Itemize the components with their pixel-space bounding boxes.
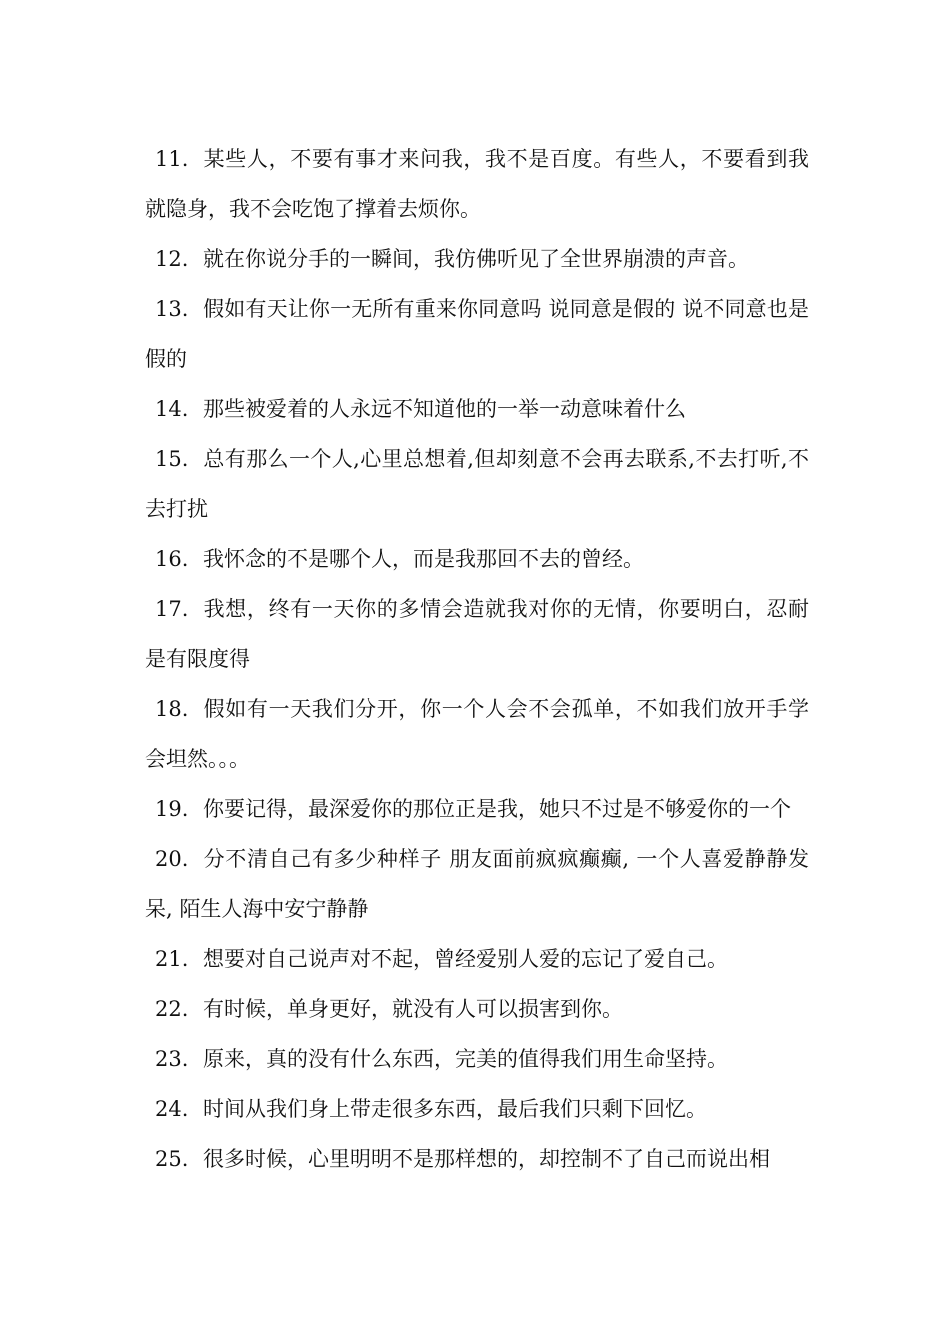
item-text: 某些人，不要有事才来问我，我不是百度。有些人，不要看到我就隐身，我不会吃饱了撑着去烦你。 xyxy=(145,147,809,221)
item-number: 17. xyxy=(155,597,189,621)
item-text: 有时候，单身更好，就没有人可以损害到你。 xyxy=(203,997,623,1021)
item-number: 20. xyxy=(155,847,189,871)
list-item xyxy=(145,384,809,434)
list-item xyxy=(145,134,809,234)
quote-list xyxy=(145,134,809,1184)
item-number: 16. xyxy=(155,547,189,571)
list-item xyxy=(145,834,809,934)
item-text: 我想，终有一天你的多情会造就我对你的无情，你要明白，忍耐是有限度得 xyxy=(145,597,809,671)
list-item xyxy=(145,1084,809,1134)
item-text: 想要对自己说声对不起，曾经爱别人爱的忘记了爱自己。 xyxy=(203,947,728,971)
item-text: 原来，真的没有什么东西，完美的值得我们用生命坚持。 xyxy=(203,1047,728,1071)
list-item xyxy=(145,1034,809,1084)
item-number: 15. xyxy=(155,447,189,471)
item-number: 24. xyxy=(155,1097,189,1121)
item-text: 很多时候，心里明明不是那样想的，却控制不了自己而说出相 xyxy=(203,1147,770,1171)
list-item xyxy=(145,434,809,534)
list-item xyxy=(145,934,809,984)
item-text: 假如有一天我们分开，你一个人会不会孤单，不如我们放开手学会坦然。。。 xyxy=(145,697,809,771)
item-number: 18. xyxy=(155,697,189,721)
item-text: 总有那么一个人,心里总想着,但却刻意不会再去联系,不去打听,不去打扰 xyxy=(145,447,809,521)
list-item xyxy=(145,534,809,584)
item-number: 22. xyxy=(155,997,189,1021)
item-number: 12. xyxy=(155,247,189,271)
list-item xyxy=(145,784,809,834)
item-text: 就在你说分手的一瞬间，我仿佛听见了全世界崩溃的声音。 xyxy=(203,247,749,271)
item-number: 23. xyxy=(155,1047,189,1071)
item-text: 假如有天让你一无所有重来你同意吗 说同意是假的 说不同意也是假的 xyxy=(145,297,809,371)
item-text: 你要记得，最深爱你的那位正是我，她只不过是不够爱你的一个 xyxy=(203,797,791,821)
list-item xyxy=(145,984,809,1034)
item-number: 14. xyxy=(155,397,189,421)
list-item xyxy=(145,234,809,284)
item-text: 那些被爱着的人永远不知道他的一举一动意味着什么 xyxy=(203,397,686,421)
item-number: 21. xyxy=(155,947,189,971)
list-item xyxy=(145,284,809,384)
item-number: 13. xyxy=(155,297,189,321)
item-text: 分不清自己有多少种样子 朋友面前疯疯癫癫, 一个人喜爱静静发呆, 陌生人海中安宁静静 xyxy=(145,847,809,921)
item-number: 25. xyxy=(155,1147,189,1171)
item-number: 19. xyxy=(155,797,189,821)
item-text: 时间从我们身上带走很多东西，最后我们只剩下回忆。 xyxy=(203,1097,707,1121)
list-item xyxy=(145,1134,809,1184)
list-item xyxy=(145,584,809,684)
list-item xyxy=(145,684,809,784)
item-number: 11. xyxy=(155,147,189,171)
item-text: 我怀念的不是哪个人，而是我那回不去的曾经。 xyxy=(203,547,644,571)
